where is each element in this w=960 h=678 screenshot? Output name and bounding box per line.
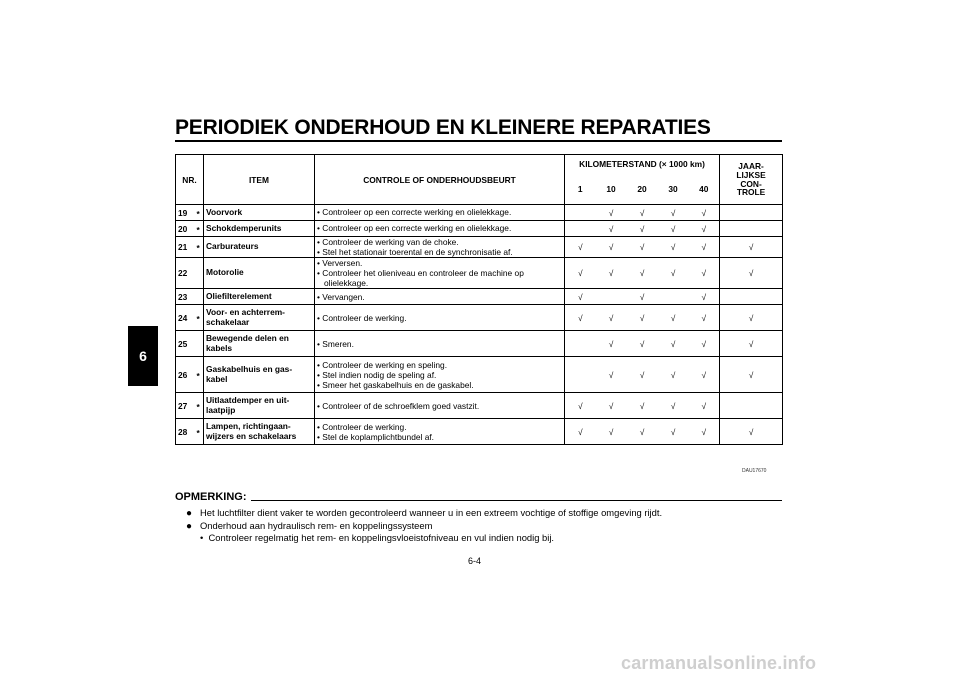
remark-item: [186, 520, 432, 532]
title-rule: [175, 140, 782, 142]
control-item: • Controleer of de schroefklem goed vastzit.: [317, 400, 480, 411]
control-item: • Stel het stationair toerental en de synchronisatie af.: [317, 247, 513, 258]
header-km-4: 40: [689, 174, 720, 205]
row-item: Bewegende delen en kabels: [204, 331, 315, 357]
row-controls: [315, 331, 565, 357]
chapter-tab: 6: [128, 326, 158, 386]
check-annual: √: [720, 419, 783, 445]
header-item: ITEM: [204, 155, 315, 205]
check-km-40: √: [689, 205, 720, 221]
check-km-10: √: [596, 305, 627, 331]
row-nr: 28: [176, 419, 195, 445]
check-km-1: √: [565, 305, 596, 331]
row-star: *: [195, 221, 204, 237]
remark-item-text: Het luchtfilter dient vaker te worden gecontroleerd wanneer u in een extreem vochtige of stoffige omgeving rijdt.: [200, 507, 663, 518]
row-star: *: [195, 393, 204, 419]
row-star: *: [195, 305, 204, 331]
row-nr: 26: [176, 357, 195, 393]
row-item: Voor- en achterrem-schakelaar: [204, 305, 315, 331]
check-annual: [720, 393, 783, 419]
check-km-10: √: [596, 419, 627, 445]
row-item: Motorolie: [204, 258, 315, 289]
bullet-icon: ●: [186, 508, 193, 519]
header-km-1: 10: [596, 174, 627, 205]
row-nr: 24: [176, 305, 195, 331]
table-row: [176, 357, 783, 393]
check-km-20: √: [627, 237, 658, 258]
check-km-30: √: [658, 357, 689, 393]
row-nr: 23: [176, 289, 195, 305]
row-nr: 20: [176, 221, 195, 237]
header-km-2: 20: [627, 174, 658, 205]
check-km-10: √: [596, 357, 627, 393]
row-nr: 22: [176, 258, 195, 289]
row-item: Gaskabelhuis en gas-kabel: [204, 357, 315, 393]
control-item: • Controleer op een correcte werking en olielekkage.: [317, 207, 512, 218]
check-km-30: √: [658, 331, 689, 357]
check-km-1: √: [565, 258, 596, 289]
check-annual: √: [720, 357, 783, 393]
check-km-30: √: [658, 258, 689, 289]
row-star: *: [195, 237, 204, 258]
row-controls: [315, 221, 565, 237]
table-row: [176, 221, 783, 237]
check-km-1: √: [565, 393, 596, 419]
check-km-40: √: [689, 393, 720, 419]
table-row: [176, 237, 783, 258]
check-km-20: √: [627, 419, 658, 445]
row-item: Oliefilterelement: [204, 289, 315, 305]
row-controls: [315, 205, 565, 221]
check-km-40: √: [689, 289, 720, 305]
check-km-1: √: [565, 419, 596, 445]
page-number: 6-4: [468, 556, 482, 566]
check-km-40: √: [689, 237, 720, 258]
row-controls: [315, 258, 565, 289]
doc-code: DAU17670: [742, 468, 767, 474]
row-nr: 25: [176, 331, 195, 357]
control-item: • Smeren.: [317, 338, 354, 349]
check-annual: [720, 221, 783, 237]
check-km-1: [565, 205, 596, 221]
remark-item-text: Onderhoud aan hydraulisch rem- en koppelingssysteem: [200, 520, 433, 531]
check-km-1: [565, 221, 596, 237]
table-row: [176, 393, 783, 419]
control-item: • Smeer het gaskabelhuis en de gaskabel.: [317, 379, 474, 390]
header-nr: NR.: [176, 155, 204, 205]
control-item: • Controleer de werking en speling.: [317, 359, 448, 370]
check-km-40: √: [689, 331, 720, 357]
check-km-30: √: [658, 305, 689, 331]
check-km-10: [596, 289, 627, 305]
row-star: *: [195, 357, 204, 393]
check-annual: √: [720, 237, 783, 258]
control-item: • Verversen.: [317, 258, 363, 269]
remark-sub-item: [200, 532, 554, 543]
row-controls: [315, 419, 565, 445]
check-km-10: √: [596, 221, 627, 237]
check-km-20: √: [627, 331, 658, 357]
row-item: Lampen, richtingaan-wijzers en schakelaars: [204, 419, 315, 445]
row-controls: [315, 393, 565, 419]
check-annual: √: [720, 258, 783, 289]
row-item: Uitlaatdemper en uit-laatpijp: [204, 393, 315, 419]
row-controls: [315, 357, 565, 393]
small-bullet-icon: •: [200, 532, 209, 543]
check-km-30: [658, 289, 689, 305]
header-annual: JAAR- LIJKSE CON- TROLE: [720, 155, 783, 205]
check-km-1: √: [565, 289, 596, 305]
table-row: [176, 258, 783, 289]
row-star: [195, 331, 204, 357]
check-km-20: √: [627, 357, 658, 393]
control-item: • Controleer op een correcte werking en olielekkage.: [317, 223, 512, 234]
row-star: [195, 289, 204, 305]
row-controls: [315, 237, 565, 258]
table-row: [176, 205, 783, 221]
maintenance-table: [175, 154, 783, 445]
check-annual: [720, 289, 783, 305]
check-km-30: √: [658, 237, 689, 258]
check-km-1: [565, 357, 596, 393]
remark-heading: OPMERKING:: [175, 491, 247, 503]
check-km-1: √: [565, 237, 596, 258]
row-item: Carburateurs: [204, 237, 315, 258]
check-km-10: √: [596, 393, 627, 419]
control-item: • Vervangen.: [317, 291, 365, 302]
check-km-30: √: [658, 393, 689, 419]
check-annual: √: [720, 305, 783, 331]
row-controls: [315, 305, 565, 331]
watermark: carmanualsonline.info: [621, 653, 817, 673]
check-km-40: √: [689, 258, 720, 289]
control-item: • Stel indien nodig de speling af.: [317, 369, 437, 380]
control-item: • Controleer de werking.: [317, 312, 407, 323]
check-km-40: √: [689, 221, 720, 237]
check-km-1: [565, 331, 596, 357]
row-controls: [315, 289, 565, 305]
check-annual: [720, 205, 783, 221]
control-item: • Controleer de werking van de choke.: [317, 237, 459, 247]
header-km-3: 30: [658, 174, 689, 205]
check-km-10: √: [596, 237, 627, 258]
remark-rule: [251, 500, 782, 501]
check-km-20: √: [627, 289, 658, 305]
check-km-30: √: [658, 419, 689, 445]
table-row: [176, 289, 783, 305]
bullet-icon: ●: [186, 521, 193, 532]
check-km-20: √: [627, 205, 658, 221]
remark-item: [186, 507, 662, 519]
check-km-40: √: [689, 419, 720, 445]
check-km-10: √: [596, 258, 627, 289]
row-nr: 19: [176, 205, 195, 221]
check-km-10: √: [596, 331, 627, 357]
check-annual: √: [720, 331, 783, 357]
check-km-10: √: [596, 205, 627, 221]
check-km-30: √: [658, 221, 689, 237]
check-km-20: √: [627, 393, 658, 419]
row-item: Voorvork: [204, 205, 315, 221]
check-km-40: √: [689, 357, 720, 393]
row-star: *: [195, 419, 204, 445]
check-km-20: √: [627, 221, 658, 237]
table-row: [176, 305, 783, 331]
row-nr: 21: [176, 237, 195, 258]
row-nr: 27: [176, 393, 195, 419]
control-item: • Stel de koplamplichtbundel af.: [317, 431, 435, 442]
check-km-20: √: [627, 305, 658, 331]
table-row: [176, 331, 783, 357]
row-star: *: [195, 205, 204, 221]
check-km-40: √: [689, 305, 720, 331]
header-km-group: KILOMETERSTAND (× 1000 km): [565, 155, 720, 174]
control-item: • Controleer de werking.: [317, 421, 407, 432]
table-row: [176, 419, 783, 445]
page-title: PERIODIEK ONDERHOUD EN KLEINERE REPARATIES: [175, 116, 711, 139]
row-star: [195, 258, 204, 289]
check-km-30: √: [658, 205, 689, 221]
header-control: CONTROLE OF ONDERHOUDSBEURT: [315, 155, 565, 205]
remark-sub-item-text: Controleer regelmatig het rem- en koppelingsvloeistofniveau en vul indien nodig bij.: [208, 532, 555, 543]
header-km-0: 1: [565, 174, 596, 205]
control-item: • Controleer het olieniveau en controleer de machine op olielekkage.: [317, 268, 524, 289]
check-km-20: √: [627, 258, 658, 289]
row-item: Schokdemperunits: [204, 221, 315, 237]
